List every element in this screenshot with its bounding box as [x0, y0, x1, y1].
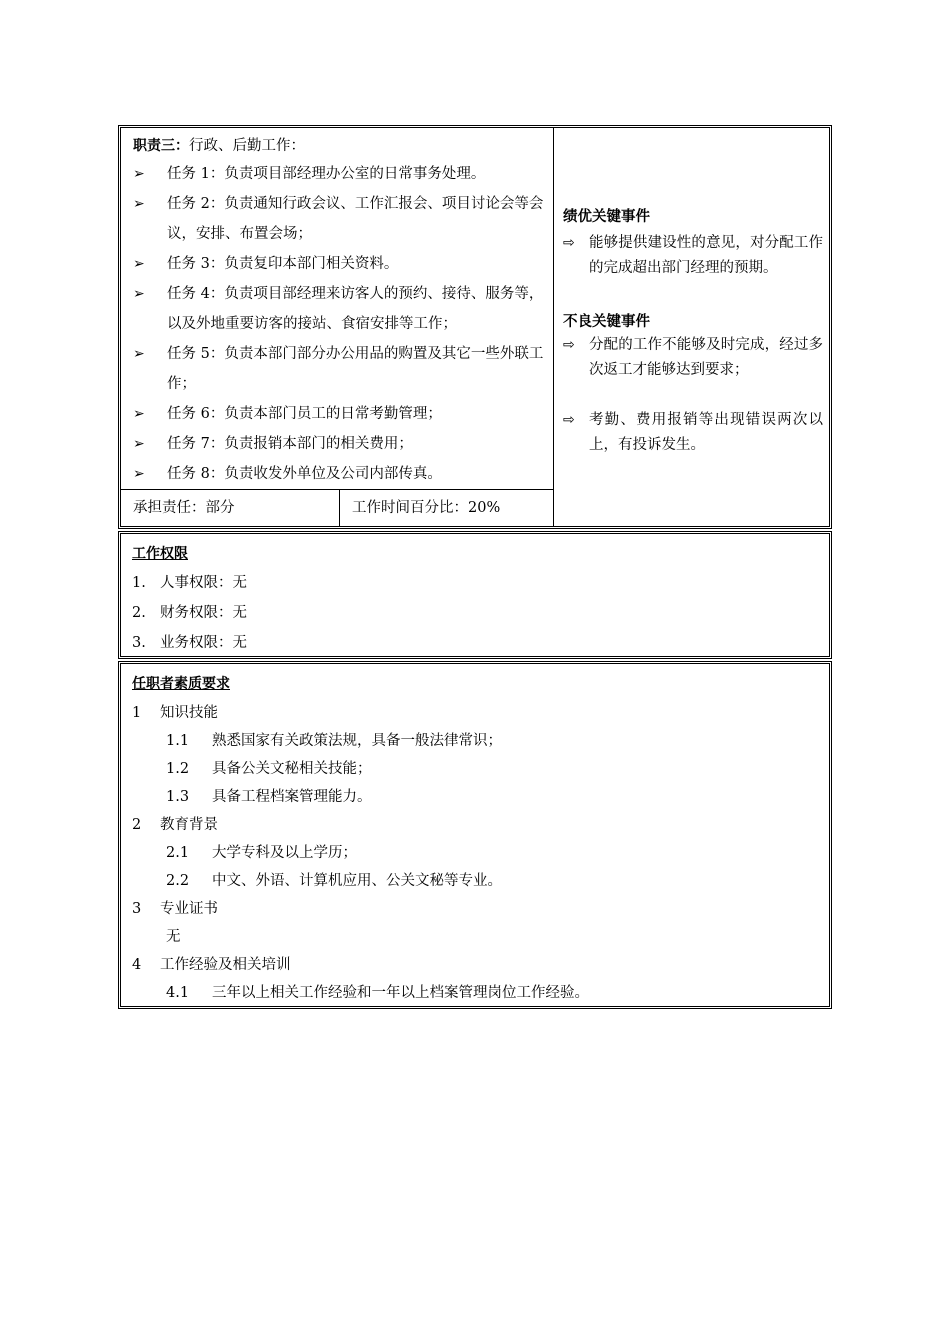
bad-event-item	[563, 408, 823, 458]
qualification-heading	[132, 953, 291, 974]
subitem-text: 大学专科及以上学历；	[212, 845, 357, 861]
qualification-subitem	[166, 869, 502, 890]
task-item	[133, 339, 547, 399]
task-text: 任务 6：负责本部门员工的日常考勤管理；	[167, 406, 442, 422]
qualification-subitem	[166, 841, 357, 862]
arrow-bullet-icon: ➢	[133, 406, 145, 422]
item-text: 教育背景	[160, 817, 218, 833]
subitem-number: 1.1	[166, 733, 190, 749]
arrow-bullet-icon: ➢	[133, 286, 145, 302]
task-text: 任务 1：负责项目部经理办公室的日常事务处理。	[167, 166, 486, 182]
subitem-text: 三年以上相关工作经验和一年以上档案管理岗位工作经验。	[212, 985, 589, 1001]
subitem-number: 4.1	[166, 985, 190, 1001]
task-item	[133, 429, 547, 459]
item-text: 财务权限：无	[160, 605, 247, 621]
item-text: 专业证书	[160, 901, 218, 917]
subitem-text: 具备工程档案管理能力。	[212, 789, 372, 805]
item-text: 知识技能	[160, 705, 218, 721]
item-text: 人事权限：无	[160, 575, 247, 591]
authority-item	[132, 601, 247, 622]
duty-section	[118, 125, 832, 529]
authority-title: 工作权限	[132, 546, 188, 562]
item-number: 3	[132, 901, 142, 917]
qualification-heading	[132, 813, 218, 834]
item-text: 业务权限：无	[160, 635, 247, 651]
item-number: 3.	[132, 635, 146, 651]
qualification-subitem	[166, 981, 589, 1002]
bad-event-text: 分配的工作不能够及时完成，经过多次返工才能够达到要求；	[589, 337, 823, 378]
duty-footer	[121, 489, 553, 526]
responsibility-cell: 承担责任：部分	[121, 490, 340, 526]
task-text: 任务 8：负责收发外单位及公司内部传真。	[167, 466, 442, 482]
subitem-number: 1.2	[166, 761, 190, 777]
good-events-title: 绩优关键事件	[563, 209, 650, 225]
task-text: 任务 5：负责本部门部分办公用品的购置及其它一些外联工作；	[167, 346, 544, 392]
item-number: 2.	[132, 605, 146, 621]
qualification-subitem	[166, 757, 372, 778]
key-events-cell	[554, 128, 829, 526]
item-number: 1.	[132, 575, 146, 591]
subitem-text: 中文、外语、计算机应用、公关文秘等专业。	[212, 873, 502, 889]
task-item	[133, 189, 547, 249]
job-description-table	[118, 125, 832, 1009]
duty-title: 行政、后勤工作：	[189, 138, 305, 154]
qualification-heading	[132, 897, 218, 918]
task-item	[133, 279, 547, 339]
arrow-bullet-icon: ➢	[133, 166, 145, 182]
task-text: 任务 3：负责复印本部门相关资料。	[167, 256, 399, 272]
qualification-title: 任职者素质要求	[132, 676, 230, 692]
duty-label: 职责三：	[133, 138, 189, 154]
task-item	[133, 399, 547, 429]
duty-heading	[133, 134, 305, 155]
item-number: 4	[132, 957, 142, 973]
authority-item	[132, 631, 247, 652]
qualification-section	[118, 661, 832, 1009]
task-item	[133, 249, 547, 279]
good-event-text: 能够提供建设性的意见，对分配工作的完成超出部门经理的预期。	[589, 235, 823, 276]
subitem-number: 1.3	[166, 789, 190, 805]
arrow-bullet-icon: ➢	[133, 466, 145, 482]
subitem-number: 2.1	[166, 845, 190, 861]
duty-cell	[121, 128, 554, 526]
qualification-subitem	[166, 785, 372, 806]
task-text: 任务 4：负责项目部经理来访客人的预约、接待、服务等，以及外地重要访客的接站、食宿安排等工作；	[167, 286, 544, 332]
authority-item	[132, 571, 247, 592]
item-number: 2	[132, 817, 142, 833]
arrow-bullet-icon: ➢	[133, 256, 145, 272]
task-text: 任务 7：负责报销本部门的相关费用；	[167, 436, 413, 452]
bad-event-text: 考勤、费用报销等出现错误两次以上，有投诉发生。	[589, 412, 823, 453]
arrow-bullet-icon: ➢	[133, 436, 145, 452]
good-event-item	[563, 231, 823, 281]
task-item	[133, 159, 547, 189]
certificate-value: 无	[166, 929, 181, 945]
bad-event-item	[563, 333, 823, 383]
arrow-bullet-icon: ➢	[133, 346, 145, 362]
subitem-text: 具备公关文秘相关技能；	[212, 761, 372, 777]
authority-section	[118, 531, 832, 659]
arrow-bullet-icon: ➢	[133, 196, 145, 212]
subitem-text: 熟悉国家有关政策法规，具备一般法律常识；	[212, 733, 502, 749]
qualification-subitem	[166, 729, 502, 750]
task-text: 任务 2：负责通知行政会议、工作汇报会、项目讨论会等会议，安排、布置会场；	[167, 196, 544, 242]
time-percent-cell: 工作时间百分比：20%	[352, 500, 501, 516]
arrow-right-icon: ⇨	[563, 235, 575, 251]
qualification-heading	[132, 701, 218, 722]
item-number: 1	[132, 705, 142, 721]
task-item	[133, 459, 547, 489]
item-text: 工作经验及相关培训	[160, 957, 291, 973]
arrow-right-icon: ⇨	[563, 412, 575, 428]
arrow-right-icon: ⇨	[563, 337, 575, 353]
bad-events-title: 不良关键事件	[563, 314, 650, 330]
subitem-number: 2.2	[166, 873, 190, 889]
